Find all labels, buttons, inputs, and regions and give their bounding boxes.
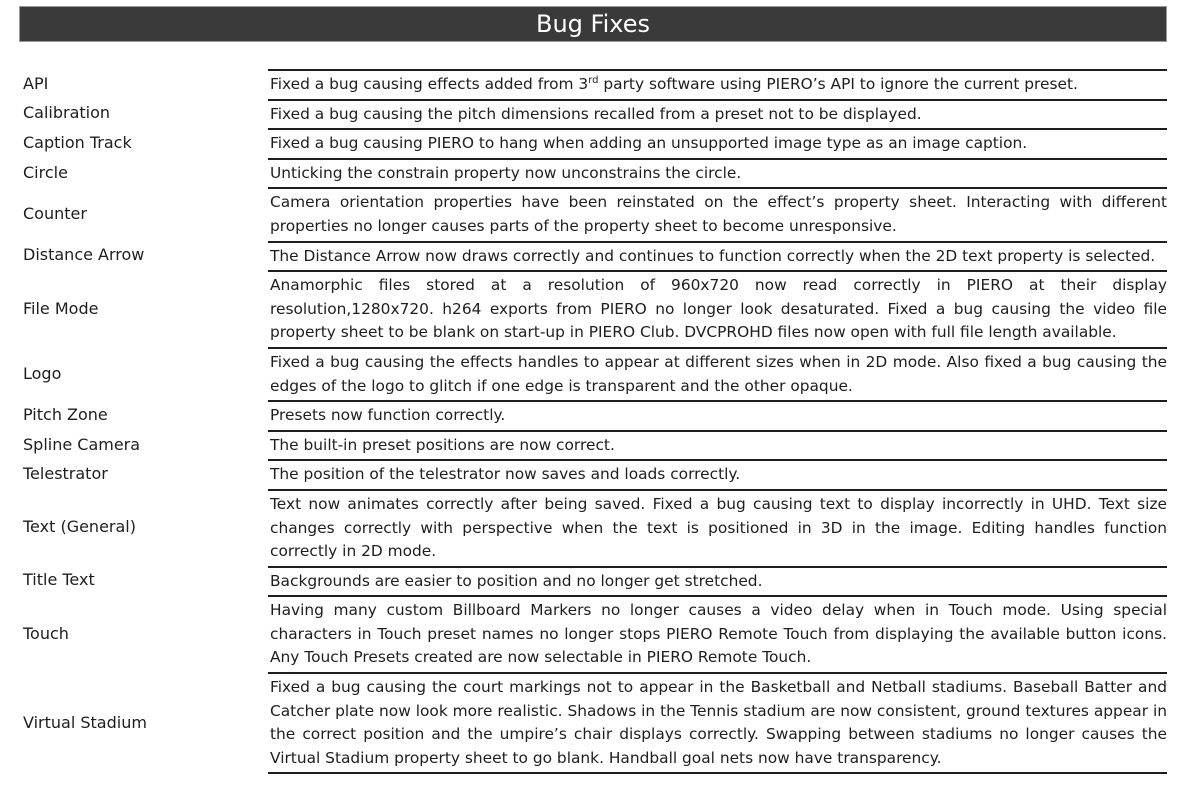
component-label: Telestrator	[23, 464, 108, 484]
bug-fix-table	[19, 69, 1167, 774]
ordinal-suffix: rd	[588, 74, 599, 86]
component-label: Spline Camera	[23, 434, 141, 454]
table-row	[19, 566, 1167, 596]
fix-description: The Distance Arrow now draws correctly and continues to function correctly when the 2D text property is selected.	[268, 241, 1167, 271]
fix-description: Fixed a bug causing the pitch dimensions recalled from a preset not to be displayed.	[268, 99, 1167, 129]
table-row	[19, 347, 1167, 400]
component-label: Distance Arrow	[23, 245, 145, 265]
table-row	[19, 241, 1167, 271]
table-row	[19, 158, 1167, 188]
table-row	[19, 128, 1167, 158]
table-row	[19, 489, 1167, 566]
component-label: Counter	[23, 203, 87, 223]
component-label: Text (General)	[23, 517, 136, 537]
component-label: Circle	[23, 162, 68, 182]
component-label: Caption Track	[23, 132, 132, 152]
fix-description: Text now animates correctly after being saved. Fixed a bug causing text to display incorrectly in UHD. Text size changes correctly with perspective when the text is positioned in 3D in the image. Editing handles function correctly in 2D mode.	[268, 489, 1167, 566]
table-row	[19, 459, 1167, 489]
fix-description-part: Fixed a bug causing effects added from 3	[270, 75, 589, 93]
component-label: Logo	[23, 363, 62, 383]
table-row	[19, 595, 1167, 672]
fix-description: Fixed a bug causing the effects handles to appear at different sizes when in 2D mode. Also fixed a bug causing the edges of the logo to glitch if one edge is transparent and the other opaque.	[268, 347, 1167, 400]
component-label: Calibration	[23, 103, 111, 123]
table-row	[19, 430, 1167, 460]
table-row	[19, 69, 1167, 99]
table-row	[19, 270, 1167, 347]
fix-description	[268, 69, 1167, 99]
fix-description: Camera orientation properties have been reinstated on the effect’s property sheet. Interacting with different properties no longer causes parts of the property sheet to become unresponsive.	[268, 187, 1167, 240]
fix-description: Backgrounds are easier to position and no longer get stretched.	[268, 566, 1167, 596]
table-row	[19, 99, 1167, 129]
table-row	[19, 187, 1167, 240]
component-label: Title Text	[23, 570, 95, 590]
table-row	[19, 400, 1167, 430]
component-label: Virtual Stadium	[23, 713, 147, 733]
fix-description: The position of the telestrator now saves and loads correctly.	[268, 459, 1167, 489]
component-label: Pitch Zone	[23, 404, 108, 424]
fix-description-part: party software using PIERO’s API to ignore the current preset.	[598, 75, 1078, 93]
component-label: API	[23, 73, 49, 93]
fix-description: Fixed a bug causing the court markings not to appear in the Basketball and Netball stadiums. Baseball Batter and Catcher plate now look more realistic. Shadows in the Tennis stadium are now consistent, ground textures appear in the correct position and the umpire’s chair displays correctly. Swapping between stadiums no longer causes the Virtual Stadium property sheet to go blank. Handball goal nets now have transparency.	[268, 672, 1167, 774]
table-row	[19, 672, 1167, 774]
component-label: Touch	[23, 623, 69, 643]
fix-description: Fixed a bug causing PIERO to hang when adding an unsupported image type as an image caption.	[268, 128, 1167, 158]
section-title: Bug Fixes	[19, 6, 1167, 42]
fix-description: Anamorphic files stored at a resolution of 960x720 now read correctly in PIERO at their display resolution,1280x720. h264 exports from PIERO no longer look desaturated. Fixed a bug causing the video file property sheet to be blank on start-up in PIERO Club. DVCPROHD files now open with full file length available.	[268, 270, 1167, 347]
fix-description: Unticking the constrain property now unconstrains the circle.	[268, 158, 1167, 188]
fix-description: Having many custom Billboard Markers no longer causes a video delay when in Touch mode. Using special characters in Touch preset names no longer stops PIERO Remote Touch from displaying the available button icons. Any Touch Presets created are now selectable in PIERO Remote Touch.	[268, 595, 1167, 672]
fix-description: Presets now function correctly.	[268, 400, 1167, 430]
fix-description: The built-in preset positions are now correct.	[268, 430, 1167, 460]
component-label: File Mode	[23, 298, 99, 318]
